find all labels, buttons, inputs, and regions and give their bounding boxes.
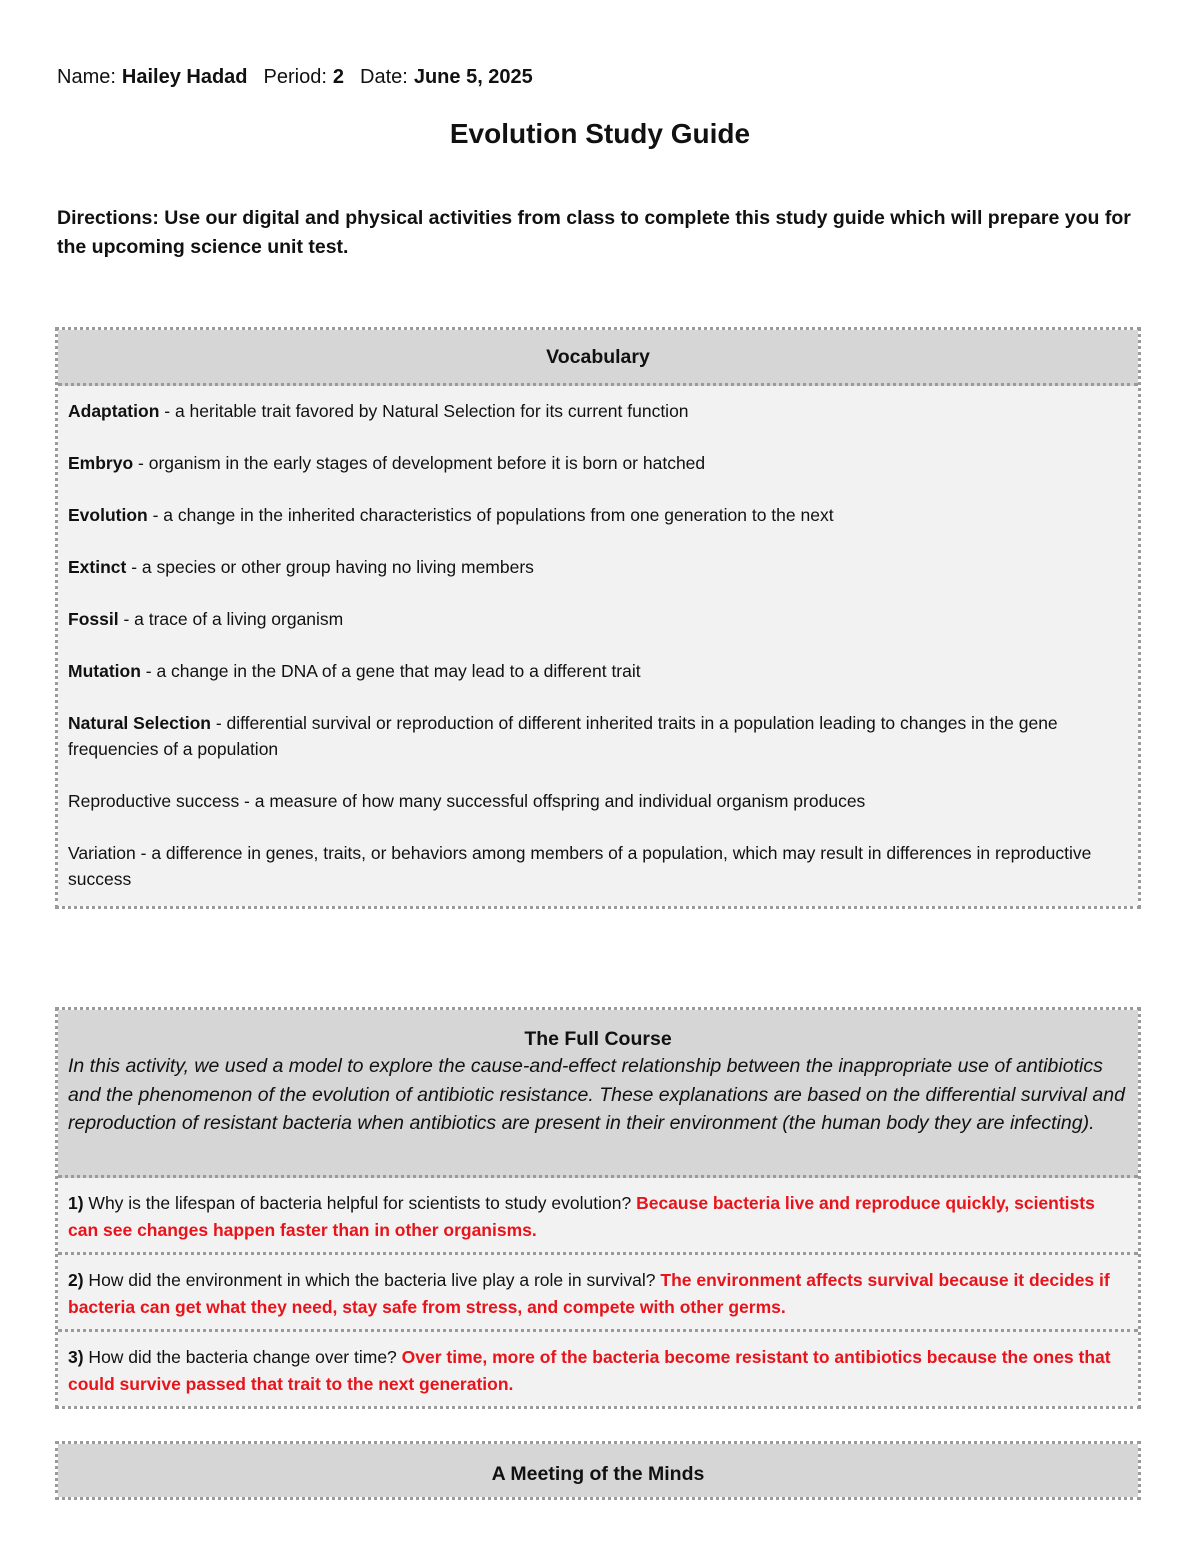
vocab-term bbox=[68, 606, 1128, 632]
vocab-term bbox=[68, 502, 1128, 528]
vocab-term-definition: - organism in the early stages of development before it is born or hatched bbox=[133, 453, 706, 473]
vocab-term-word: Embryo bbox=[68, 453, 134, 473]
question-number: 1) bbox=[68, 1193, 84, 1213]
vocab-term-word: Evolution bbox=[68, 505, 148, 525]
question-row bbox=[58, 1332, 1138, 1406]
vocab-term bbox=[68, 840, 1128, 892]
directions-text: Use our digital and physical activities from class to complete this study guide which will prepare you for the upcoming science unit test. bbox=[57, 207, 1131, 258]
question-number: 3) bbox=[68, 1347, 84, 1367]
vocabulary-heading: Vocabulary bbox=[58, 330, 1138, 386]
vocab-term-definition: - differential survival or reproduction of different inherited traits in a population leading to changes in the gene frequencies of a population bbox=[68, 713, 1058, 759]
vocab-term-word: Adaptation bbox=[68, 401, 160, 421]
vocab-term-word: Mutation bbox=[68, 661, 141, 681]
vocab-term bbox=[68, 658, 1128, 684]
question-text: How did the environment in which the bacteria live play a role in survival? bbox=[83, 1270, 661, 1290]
vocab-term-word: Extinct bbox=[68, 557, 127, 577]
vocab-term bbox=[68, 788, 1128, 814]
date-value: June 5, 2025 bbox=[413, 66, 533, 88]
vocab-term-definition: - a heritable trait favored by Natural Selection for its current function bbox=[159, 401, 689, 421]
full-course-heading: The Full Course bbox=[524, 1028, 672, 1050]
page-title: Evolution Study Guide bbox=[449, 118, 751, 149]
question-row bbox=[58, 1178, 1138, 1255]
period-label: Period: bbox=[263, 66, 327, 88]
name-label: Name: bbox=[57, 66, 116, 88]
vocab-term-definition: Reproductive success - a measure of how many successful offspring and individual organism produces bbox=[68, 791, 866, 811]
question-number: 2) bbox=[68, 1270, 84, 1290]
vocabulary-table bbox=[55, 327, 1141, 909]
full-course-header bbox=[58, 1010, 1138, 1178]
vocab-term-definition: - a change in the DNA of a gene that may lead to a different trait bbox=[140, 661, 641, 681]
vocab-term bbox=[68, 710, 1128, 762]
vocab-term-word: Fossil bbox=[68, 609, 119, 629]
vocab-term bbox=[68, 398, 1128, 424]
student-info-line bbox=[57, 66, 549, 89]
vocab-term-definition: - a species or other group having no living members bbox=[126, 557, 534, 577]
answer-text: Over time, more of the bacteria become resistant to antibiotics because the ones that could survive passed that trait to the next generation. bbox=[68, 1347, 1111, 1394]
directions bbox=[57, 204, 1137, 262]
vocab-term bbox=[68, 450, 1128, 476]
vocab-term-word: Natural Selection bbox=[68, 713, 211, 733]
meeting-of-minds-table bbox=[55, 1441, 1141, 1500]
directions-lead: Directions: bbox=[57, 207, 159, 229]
vocab-term bbox=[68, 554, 1128, 580]
answer-text: Because bacteria live and reproduce quickly, scientists can see changes happen faster than in other organisms. bbox=[68, 1193, 1095, 1240]
name-value: Hailey Hadad bbox=[121, 66, 248, 88]
vocab-term-definition: Variation - a difference in genes, traits, or behaviors among members of a population, which may result in differences in reproductive success bbox=[68, 843, 1092, 889]
period-value: 2 bbox=[332, 66, 345, 88]
question-text: How did the bacteria change over time? bbox=[83, 1347, 402, 1367]
full-course-intro: In this activity, we used a model to explore the cause-and-effect relationship between the inappropriate use of antibiotics and the phenomenon of the evolution of antibiotic resistance. These explanations are based on the differential survival and reproduction of resistant bacteria when antibiotics are present in their environment (the human body they are infecting). bbox=[68, 1055, 1125, 1134]
question-row bbox=[58, 1255, 1138, 1332]
vocab-term-definition: - a change in the inherited characteristics of populations from one generation to the next bbox=[147, 505, 834, 525]
date-label: Date: bbox=[360, 66, 408, 88]
vocabulary-list bbox=[58, 386, 1138, 906]
answer-text: The environment affects survival because it decides if bacteria can get what they need, stay safe from stress, and compete with other germs. bbox=[68, 1270, 1110, 1317]
question-text: Why is the lifespan of bacteria helpful for scientists to study evolution? bbox=[83, 1193, 637, 1213]
vocab-term-definition: - a trace of a living organism bbox=[118, 609, 344, 629]
full-course-table bbox=[55, 1007, 1141, 1409]
meeting-of-minds-heading: A Meeting of the Minds bbox=[58, 1444, 1138, 1497]
